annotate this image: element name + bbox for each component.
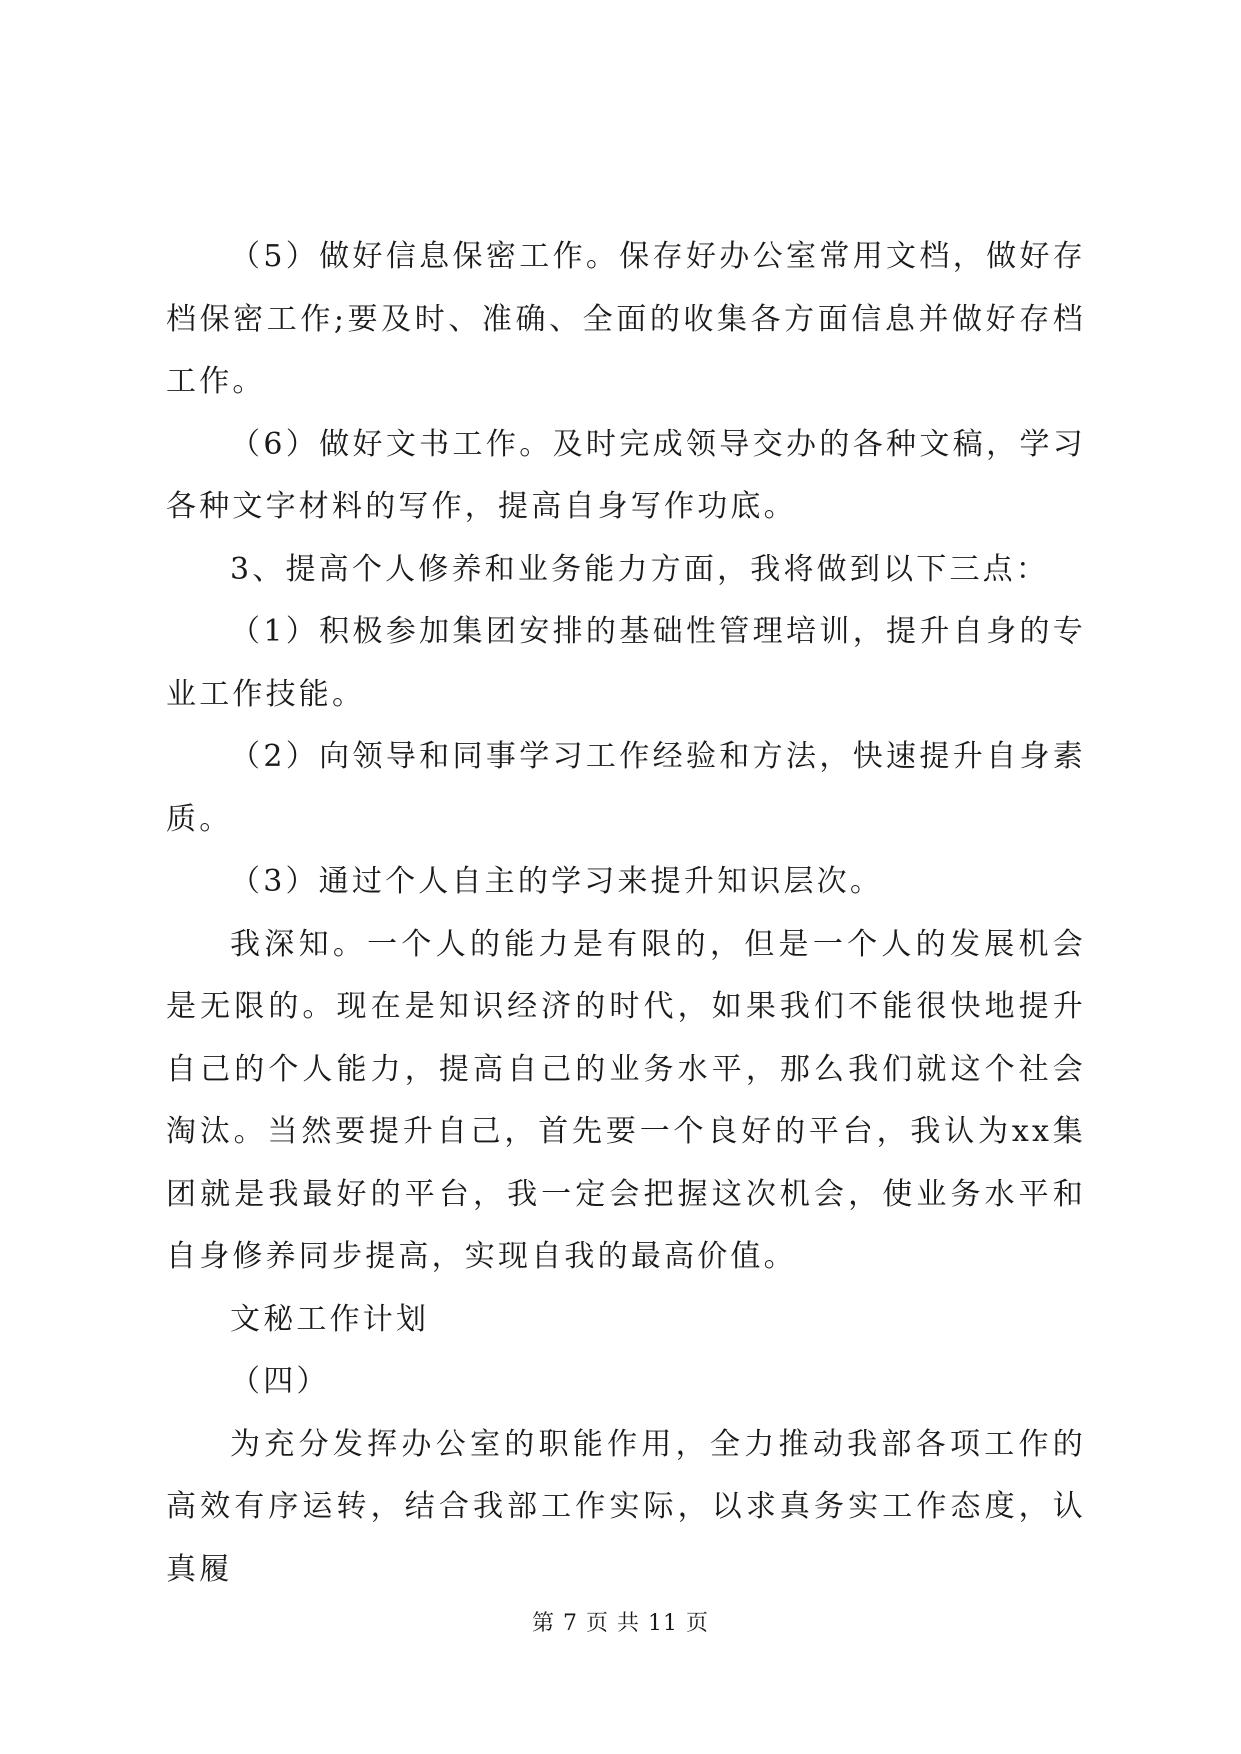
paragraph-point-2: （2）向领导和同事学习工作经验和方法，快速提升自身素质。: [166, 739, 1086, 837]
paragraph-intro: 为充分发挥办公室的职能作用，全力推动我部各项工作的高效有序运转，结合我部工作实际，以求真务实工作态度，认真履: [166, 1426, 1086, 1587]
paragraph-point-3: （3）通过个人自主的学习来提升知识层次。: [230, 864, 884, 899]
paragraph-conclusion: 我深知。一个人的能力是有限的，但是一个人的发展机会是无限的。现在是知识经济的时代，如果我们不能很快地提升自己的个人能力，提高自己的业务水平，那么我们就这个社会淘汰。当然要提升自己，首先要一个良好的平台，我认为xx集团就是我最好的平台，我一定会把握这次机会，使业务水平和自身修养同步提高，实现自我的最高价值。: [166, 926, 1086, 1274]
paragraph-item-6: （6）做好文书工作。及时完成领导交办的各种文稿，学习各种文字材料的写作，提高自身写作功底。: [166, 426, 1086, 524]
section-heading: 文秘工作计划: [230, 1301, 430, 1337]
page-body: [166, 226, 1086, 1601]
section-number: （四）: [230, 1364, 330, 1399]
paragraph-point-1: （1）积极参加集团安排的基础性管理培训，提升自身的专业工作技能。: [166, 614, 1086, 712]
paragraph-section-3: 3、提高个人修养和业务能力方面，我将做到以下三点：: [230, 551, 1050, 587]
page-number-footer: 第 7 页 共 11 页: [532, 1611, 709, 1636]
paragraph-item-5: （5）做好信息保密工作。保存好办公室常用文档，做好存档保密工作;要及时、准确、全面的收集各方面信息并做好存档工作。: [166, 239, 1086, 399]
